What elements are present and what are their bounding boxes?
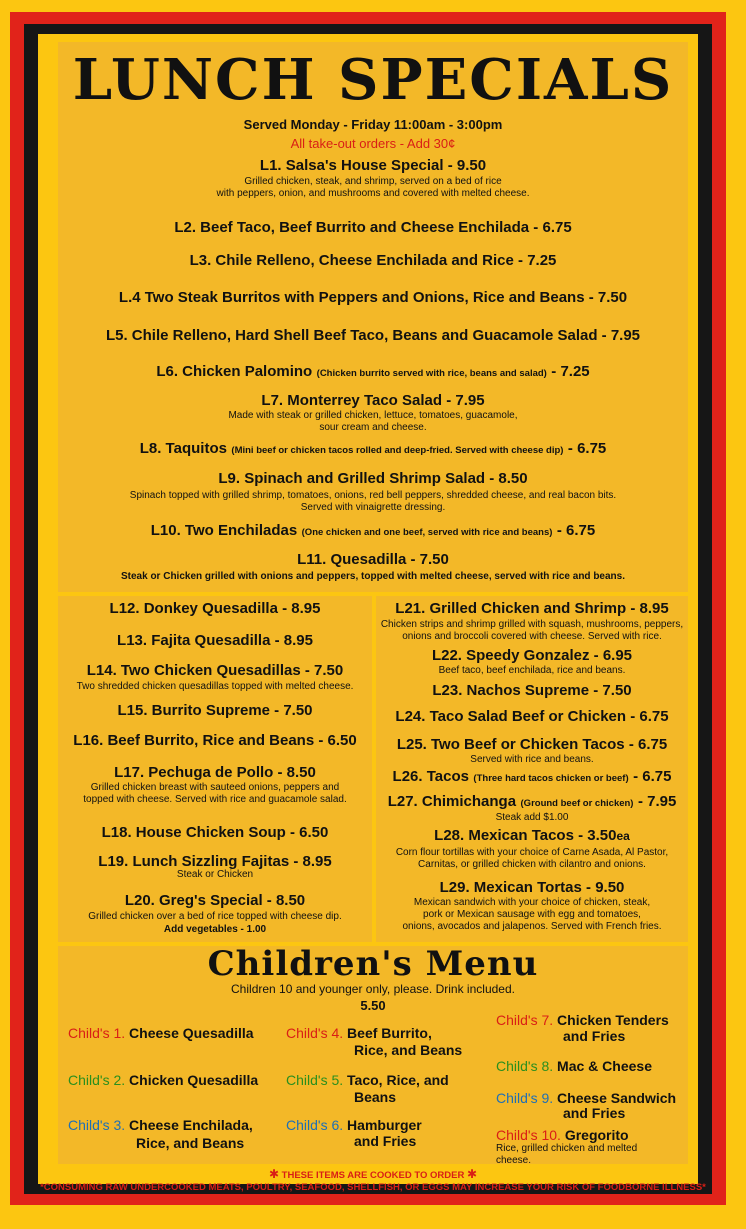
item-l4-title: L.4 Two Steak Burritos with Peppers and Onions, Rice and Beans - 7.50: [118, 289, 628, 306]
item-l17-desc: Grilled chicken breast with sauteed onions, peppers and: [90, 782, 340, 793]
child-item-8: [496, 1058, 652, 1075]
item-l21-desc: Chicken strips and shrimp grilled with squash, mushrooms, peppers,: [380, 619, 684, 630]
item-l19-title: L19. Lunch Sizzling Fajitas - 8.95: [98, 853, 332, 870]
item-l29-desc: pork or Mexican sausage with egg and tomatoes,: [423, 909, 641, 920]
item-l28-desc: Carnitas, or grilled chicken with cilantro and onions.: [418, 859, 646, 870]
item-l17-title: L17. Pechuga de Pollo - 8.50: [114, 764, 316, 781]
child-item-2: [68, 1072, 258, 1089]
asterisk-icon: ✱: [268, 1167, 280, 1181]
item-l26-price: - 6.75: [633, 768, 672, 785]
item-l6-note: (Chicken burrito served with rice, beans and salad): [316, 368, 547, 379]
item-l23-title: L23. Nachos Supreme - 7.50: [432, 682, 632, 699]
child-item-label: Child's 2.: [68, 1072, 126, 1088]
item-l26-note: (Three hard tacos chicken or beef): [473, 773, 629, 784]
child-item-10-desc: [496, 1143, 637, 1167]
item-l8-title: L8. Taquitos: [139, 440, 227, 457]
item-l7-desc: Made with steak or grilled chicken, lettuce, tomatoes, guacamole,: [228, 410, 518, 421]
child-item-name: Hamburger: [347, 1117, 422, 1133]
child-item-name: Chicken Quesadilla: [129, 1072, 259, 1088]
item-l28: [376, 827, 688, 845]
child-item-7: [496, 1012, 669, 1029]
item-l29-desc: Mexican sandwich with your choice of chicken, steak,: [413, 897, 651, 908]
child-item-1: [68, 1025, 254, 1042]
item-l14-desc: Two shredded chicken quesadillas topped with melted cheese.: [76, 681, 354, 692]
child-item-name: Beef Burrito,: [347, 1025, 432, 1041]
child-item-label: Child's 5.: [286, 1072, 344, 1088]
item-l11-desc: Steak or Chicken grilled with onions and peppers, topped with melted cheese, served with rice and beans.: [120, 571, 625, 582]
child-item-name: Cheese Enchilada,: [129, 1117, 253, 1133]
foodborne-illness-warning: *CONSUMING RAW UNDERCOOKED MEATS, POULTRY, SEAFOOD, SHELLFISH, OR EGGS MAY INCREASE YOUR RISK OF FOODBORNE ILLNESS*: [40, 1182, 706, 1193]
item-l17-desc: topped with cheese. Served with rice and guacamole salad.: [83, 794, 347, 805]
takeout-note: All take-out orders - Add 30¢: [290, 136, 456, 151]
child-item-name: Taco, Rice, and: [347, 1072, 449, 1088]
item-l6-price: - 7.25: [551, 363, 590, 380]
item-l25-desc: Served with rice and beans.: [470, 754, 594, 765]
item-l29-desc: onions, avocados and jalapenos. Served with French fries.: [402, 921, 662, 932]
child-item-name: Mac & Cheese: [557, 1058, 652, 1074]
child-item-label: Child's 8.: [496, 1058, 554, 1074]
child-item-name: and Fries: [563, 1105, 626, 1121]
item-l20-title: L20. Greg's Special - 8.50: [124, 892, 306, 909]
item-l26-title: L26. Tacos: [392, 768, 469, 785]
child-item-name: Chicken Tenders: [557, 1012, 669, 1028]
item-l27-title: L27. Chimichanga: [387, 793, 517, 810]
cooked-to-order-text: THESE ITEMS ARE COOKED TO ORDER: [281, 1170, 465, 1181]
item-l8: [58, 440, 688, 458]
item-l8-price: - 6.75: [567, 440, 607, 457]
child-item-label: Child's 10.: [496, 1127, 561, 1143]
item-l20-addon: Add vegetables - 1.00: [163, 924, 267, 935]
item-l22-title: L22. Speedy Gonzalez - 6.95: [431, 647, 633, 664]
item-l11-title: L11. Quesadilla - 7.50: [297, 551, 449, 568]
child-item-desc: Rice, grilled chicken and melted: [496, 1143, 638, 1154]
cooked-to-order-note: [30, 1167, 716, 1181]
child-item-label: Child's 7.: [496, 1012, 554, 1028]
child-item-10: [496, 1127, 629, 1144]
child-item-name: Rice, and Beans: [354, 1042, 463, 1058]
child-item-name: Rice, and Beans: [136, 1135, 245, 1151]
item-l19-desc: Steak or Chicken: [176, 869, 254, 880]
item-l21-desc: onions and broccoli covered with cheese. Served with rice.: [402, 631, 662, 642]
item-l10-note: (One chicken and one beef, served with rice and beans): [301, 527, 553, 538]
child-item-name: Cheese Sandwich: [557, 1090, 677, 1106]
item-l27-note: (Ground beef or chicken): [520, 798, 634, 809]
child-item-4: [286, 1025, 432, 1042]
child-item-label: Child's 6.: [286, 1117, 344, 1133]
child-item-name: Beans: [354, 1089, 397, 1105]
serving-hours: Served Monday - Friday 11:00am - 3:00pm: [243, 117, 503, 132]
item-l15-title: L15. Burrito Supreme - 7.50: [117, 702, 313, 719]
item-l21-title: L21. Grilled Chicken and Shrimp - 8.95: [395, 600, 669, 617]
item-l20-desc: Grilled chicken over a bed of rice topped with cheese dip.: [88, 911, 342, 922]
item-l10-title: L10. Two Enchiladas: [150, 522, 298, 539]
item-l13-title: L13. Fajita Quesadilla - 8.95: [117, 632, 313, 649]
item-l27-price: - 7.95: [637, 793, 677, 810]
item-l1-title: L1. Salsa's House Special - 9.50: [259, 157, 487, 174]
item-l27-desc: Steak add $1.00: [495, 812, 569, 823]
child-item-9-line2: [563, 1105, 625, 1122]
child-item-name: Gregorito: [564, 1127, 629, 1143]
child-item-5: [286, 1072, 449, 1089]
child-item-desc: cheese.: [496, 1155, 532, 1166]
item-l28-desc: Corn flour tortillas with your choice of Carne Asada, Al Pastor,: [395, 847, 669, 858]
child-item-3: [68, 1117, 253, 1134]
item-l6-title: L6. Chicken Palomino: [156, 363, 313, 380]
item-l9-desc: Served with vinaigrette dressing.: [300, 502, 446, 513]
item-l2-title: L2. Beef Taco, Beef Burrito and Cheese Enchilada - 6.75: [174, 219, 572, 236]
item-l7-title: L7. Monterrey Taco Salad - 7.95: [261, 392, 485, 409]
child-item-3-line2: [136, 1135, 244, 1152]
child-item-label: Child's 4.: [286, 1025, 344, 1041]
item-l1-desc: Grilled chicken, steak, and shrimp, served on a bed of rice: [244, 176, 502, 187]
child-item-7-line2: [563, 1028, 625, 1045]
item-l5-title: L5. Chile Relleno, Hard Shell Beef Taco, Beans and Guacamole Salad - 7.95: [105, 327, 641, 344]
item-l10: [58, 522, 688, 540]
child-item-name: and Fries: [354, 1133, 417, 1149]
item-l27: [376, 793, 688, 811]
item-l3-title: L3. Chile Relleno, Cheese Enchilada and Rice - 7.25: [189, 252, 557, 269]
item-l12-title: L12. Donkey Quesadilla - 8.95: [109, 600, 321, 617]
item-l28-title: L28. Mexican Tacos - 3.50: [434, 827, 617, 844]
item-l8-note: (Mini beef or chicken tacos rolled and deep-fried. Served with cheese dip): [231, 445, 564, 456]
child-item-6-line2: [354, 1133, 416, 1150]
children-menu-title: Children's Menu: [207, 944, 539, 984]
child-item-6: [286, 1117, 422, 1134]
item-l7-desc: sour cream and cheese.: [319, 422, 427, 433]
child-item-4-line2: [354, 1042, 462, 1059]
item-l24-title: L24. Taco Salad Beef or Chicken - 6.75: [395, 708, 669, 725]
item-l9-title: L9. Spinach and Grilled Shrimp Salad - 8.50: [218, 470, 528, 487]
child-item-5-line2: [354, 1089, 396, 1106]
page-title: LUNCH SPECIALS: [72, 47, 674, 113]
item-l25-title: L25. Two Beef or Chicken Tacos - 6.75: [396, 736, 668, 753]
child-item-name: and Fries: [563, 1028, 626, 1044]
child-item-label: Child's 1.: [68, 1025, 126, 1041]
child-item-name: Cheese Quesadilla: [129, 1025, 254, 1041]
item-l18-title: L18. House Chicken Soup - 6.50: [101, 824, 329, 841]
item-l28-suffix: ea: [616, 829, 630, 843]
children-menu-note: Children 10 and younger only, please. Drink included.: [231, 982, 515, 996]
item-l14-title: L14. Two Chicken Quesadillas - 7.50: [86, 662, 344, 679]
child-item-label: Child's 9.: [496, 1090, 554, 1106]
item-l16-title: L16. Beef Burrito, Rice and Beans - 6.50: [73, 732, 357, 749]
asterisk-icon: ✱: [466, 1167, 478, 1181]
item-l26: [376, 768, 688, 786]
item-l9-desc: Spinach topped with grilled shrimp, tomatoes, onions, red bell peppers, shredded cheese, and real bacon bits.: [129, 490, 617, 501]
item-l6: [58, 363, 688, 381]
item-l10-price: - 6.75: [556, 522, 596, 539]
item-l29-title: L29. Mexican Tortas - 9.50: [439, 879, 625, 896]
children-menu-price: 5.50: [360, 998, 386, 1013]
item-l22-desc: Beef taco, beef enchilada, rice and beans.: [438, 665, 626, 676]
item-l1-desc: with peppers, onion, and mushrooms and covered with melted cheese.: [216, 188, 530, 199]
child-item-label: Child's 3.: [68, 1117, 126, 1133]
